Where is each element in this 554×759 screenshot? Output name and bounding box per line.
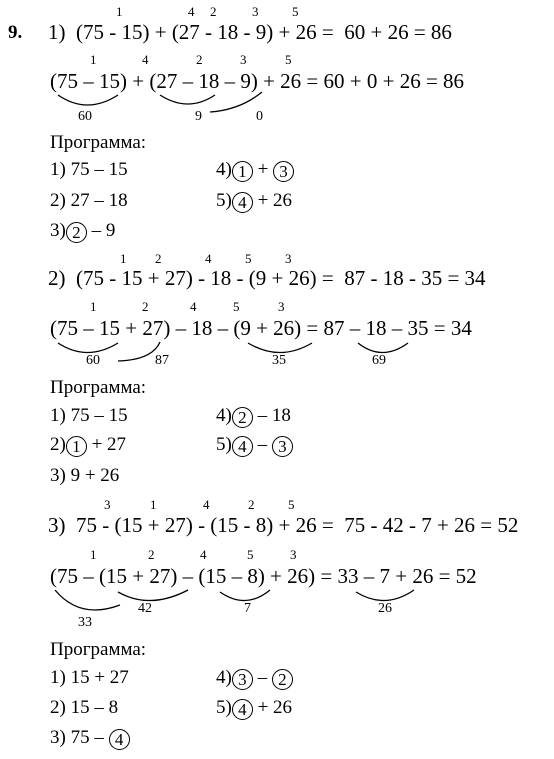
circled-step-ref: 1 bbox=[66, 436, 87, 457]
p3-line2: (75 – (15 + 27) – (15 – 8) + 26) = 33 – 7 + 26 = 52 bbox=[50, 564, 477, 588]
p3-l1-sup4: 2 bbox=[248, 497, 255, 512]
p3-step4: 4) 3 – 2 bbox=[216, 668, 293, 690]
p3-l2-sup5: 3 bbox=[290, 547, 297, 562]
p2-l2-sup3: 4 bbox=[190, 299, 197, 314]
p1-step5: 5) 4 + 26 bbox=[216, 190, 293, 212]
p1-under-9: 9 bbox=[195, 109, 202, 124]
p2-l1-sup5: 3 bbox=[285, 251, 292, 266]
p3-step3: 3) 75 – 4 bbox=[50, 728, 130, 750]
p3-l1-sup3: 4 bbox=[203, 497, 210, 512]
p1-line1: 1) (75 - 15) + (27 - 18 - 9) + 26 = 60 + 26 = 86 bbox=[48, 20, 452, 44]
p3-l1-sup1: 3 bbox=[104, 497, 111, 512]
circled-step-ref: 4 bbox=[109, 729, 130, 750]
circled-step-ref: 4 bbox=[232, 192, 253, 213]
p2-l2-sup4: 5 bbox=[233, 299, 240, 314]
p1-under-60: 60 bbox=[78, 109, 92, 124]
circled-step-ref: 3 bbox=[273, 161, 294, 182]
p3-under-33: 33 bbox=[78, 615, 92, 630]
p2-step3: 3) 9 + 26 bbox=[50, 465, 120, 486]
p2-l2-sup1: 1 bbox=[90, 299, 97, 314]
p3-under-7: 7 bbox=[244, 601, 251, 616]
arc-9-0 bbox=[210, 92, 262, 112]
arc-9-26 bbox=[248, 343, 312, 353]
arc-60-87 bbox=[118, 342, 160, 361]
p3-l1-sup2: 1 bbox=[150, 497, 157, 512]
p1-step1: 1) 75 – 15 bbox=[50, 159, 128, 180]
p3-step5: 5) 4 + 26 bbox=[216, 697, 293, 719]
p1-l1-sup3: 2 bbox=[210, 4, 217, 19]
circled-step-ref: 2 bbox=[232, 407, 253, 428]
p2-under-60: 60 bbox=[86, 353, 100, 368]
arc-15-8 bbox=[220, 590, 270, 601]
p1-program-title: Программа: bbox=[50, 132, 147, 153]
p3-l2-sup3: 4 bbox=[200, 547, 207, 562]
p2-l1-sup4: 5 bbox=[245, 251, 252, 266]
arc-75-15 bbox=[58, 95, 118, 105]
p2-l2-sup2: 2 bbox=[142, 299, 149, 314]
p1-l2-sup4: 3 bbox=[240, 52, 247, 67]
p2-l1-sup2: 2 bbox=[155, 251, 162, 266]
p1-step2: 2) 27 – 18 bbox=[50, 190, 128, 211]
p2-l2-sup5: 3 bbox=[278, 299, 285, 314]
p2-line1: 2) (75 - 15 + 27) - 18 - (9 + 26) = 87 - 18 - 35 = 34 bbox=[48, 266, 486, 290]
p1-l1-sup5: 5 bbox=[292, 4, 299, 19]
p3-step1: 1) 15 + 27 bbox=[50, 667, 129, 688]
p1-l2-sup5: 5 bbox=[285, 52, 292, 67]
p3-l1-sup5: 5 bbox=[288, 497, 295, 512]
p1-l2-sup2: 4 bbox=[142, 52, 149, 67]
p2-l1-sup1: 1 bbox=[120, 251, 127, 266]
circled-step-ref: 1 bbox=[232, 161, 253, 182]
p2-line2: (75 – 15 + 27) – 18 – (9 + 26) = 87 – 18 – 35 = 34 bbox=[50, 316, 472, 340]
p1-l2-sup3: 2 bbox=[196, 52, 203, 67]
arc-15-27 bbox=[118, 590, 188, 601]
problem-number: 9. bbox=[8, 22, 23, 43]
p3-step2: 2) 15 – 8 bbox=[50, 697, 119, 718]
p2-step1: 1) 75 – 15 bbox=[50, 405, 128, 426]
p3-under-42: 42 bbox=[138, 601, 152, 616]
p1-line2: (75 – 15) + (27 – 18 – 9) + 26 = 60 + 0 + 26 = 86 bbox=[50, 69, 465, 93]
p2-step2: 2) 1 + 27 bbox=[50, 434, 127, 456]
circled-step-ref: 2 bbox=[66, 222, 87, 243]
arc-27-18 bbox=[160, 95, 215, 104]
p3-line1: 3) 75 - (15 + 27) - (15 - 8) + 26 = 75 - 42 - 7 + 26 = 52 bbox=[48, 513, 519, 537]
circled-step-ref: 2 bbox=[272, 669, 293, 690]
p3-l2-sup4: 5 bbox=[247, 547, 254, 562]
p2-l1-sup3: 4 bbox=[205, 251, 212, 266]
p2-step5: 5) 4 – 3 bbox=[216, 435, 293, 457]
p3-l2-sup1: 1 bbox=[90, 547, 97, 562]
p1-under-0: 0 bbox=[256, 109, 263, 124]
p2-under-87: 87 bbox=[155, 353, 169, 368]
p1-l1-sup4: 3 bbox=[252, 4, 259, 19]
p3-program-title: Программа: bbox=[50, 639, 147, 660]
p2-step4: 4) 2 – 18 bbox=[216, 405, 291, 427]
p3-under-26: 26 bbox=[378, 601, 392, 616]
p2-under-69: 69 bbox=[372, 353, 386, 368]
p1-step4: 4) 1 + 3 bbox=[216, 160, 294, 182]
arc-87-18 bbox=[358, 343, 408, 353]
arc-75-15-b bbox=[58, 343, 118, 353]
circled-step-ref: 3 bbox=[232, 669, 253, 690]
p2-under-35: 35 bbox=[272, 353, 286, 368]
arc-33-7 bbox=[356, 590, 414, 601]
arc-75-33 bbox=[55, 590, 120, 610]
p3-l2-sup2: 2 bbox=[148, 547, 155, 562]
circled-step-ref: 4 bbox=[232, 699, 253, 720]
p1-step3: 3) 2 – 9 bbox=[50, 220, 116, 242]
circled-step-ref: 4 bbox=[232, 436, 253, 457]
p2-program-title: Программа: bbox=[50, 377, 147, 398]
p1-l1-sup2: 4 bbox=[188, 4, 195, 19]
circled-step-ref: 3 bbox=[272, 436, 293, 457]
p1-l2-sup1: 1 bbox=[90, 52, 97, 67]
p1-l1-sup1: 1 bbox=[116, 4, 123, 19]
